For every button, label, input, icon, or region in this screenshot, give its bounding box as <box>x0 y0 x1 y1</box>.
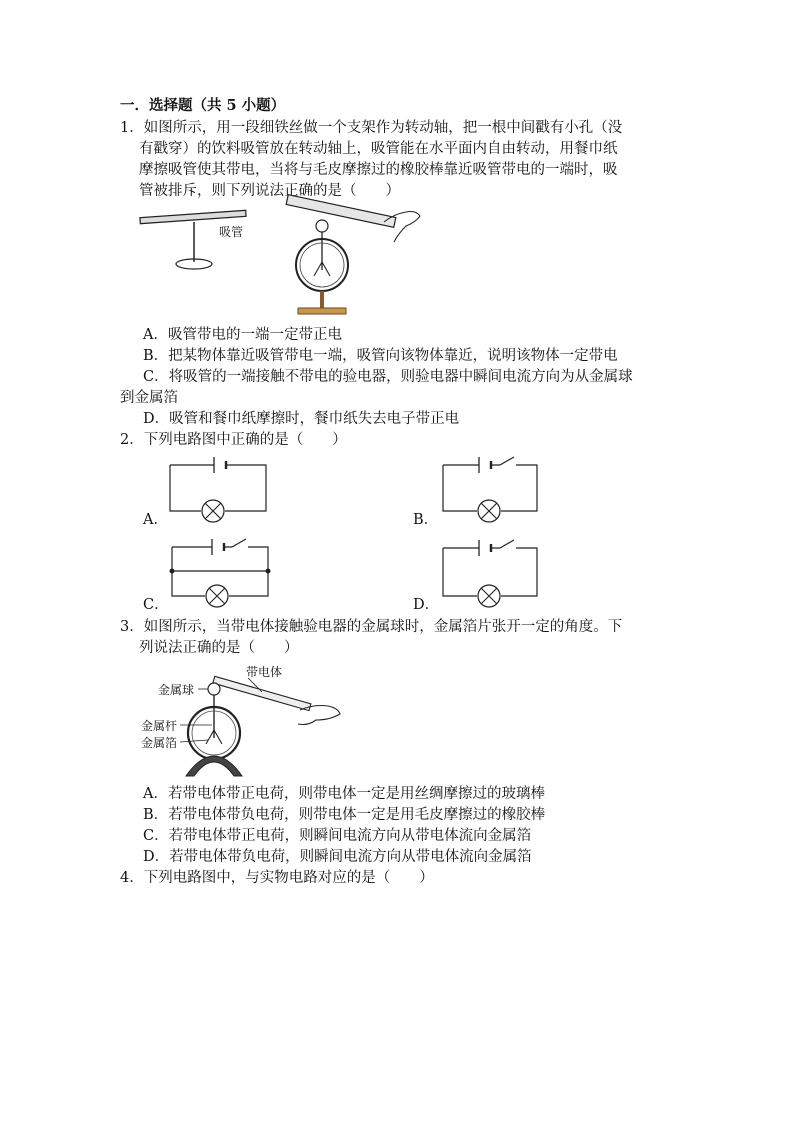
q3-option-a: A．若带电体带正电荷，则带电体一定是用丝绸摩擦过的玻璃棒 <box>143 786 545 802</box>
q3-label-rod: 金属杆 <box>141 719 178 733</box>
q3-option-b: B．若带电体带负电荷，则带电体一定是用毛皮摩擦过的橡胶棒 <box>143 807 546 823</box>
q4-stem: 4．下列电路图中，与实物电路对应的是（ ） <box>120 870 434 886</box>
q1-option-a: A．吸管带电的一端一定带正电 <box>143 327 342 343</box>
q1-stem-line-1: 1．如图所示，用一段细铁丝做一个支架作为转动轴，把一根中间戳有小孔（没 <box>120 120 623 136</box>
q1-option-b: B．把某物体靠近吸管带电一端，吸管向该物体靠近，说明该物体一定带电 <box>143 348 618 364</box>
section-title: 一．选择题（共 5 小题） <box>120 97 286 114</box>
q3-label-foil: 金属箔 <box>141 736 178 750</box>
q3-label-charged: 带电体 <box>246 665 283 679</box>
q3-stem-line-2: 列说法正确的是（ ） <box>139 640 299 656</box>
q3-option-d: D．若带电体带负电荷，则瞬间电流方向从带电体流向金属箔 <box>143 849 532 865</box>
q2-label-d: D． <box>413 597 440 613</box>
q1-stem-line-4: 管被排斥，则下列说法正确的是（ ） <box>139 183 400 199</box>
q2-label-c: C． <box>143 597 169 613</box>
q3-option-c: C．若带电体带正电荷，则瞬间电流方向从带电体流向金属箔 <box>143 828 532 844</box>
q1-stem-line-2: 有戳穿）的饮料吸管放在转动轴上，吸管能在水平面内自由转动，用餐巾纸 <box>139 141 618 157</box>
q1-straw-label: 吸管 <box>219 225 244 239</box>
q3-label-ball: 金属球 <box>158 683 195 697</box>
q3-stem-line-1: 3．如图所示，当带电体接触验电器的金属球时，金属箔片张开一定的角度。下 <box>120 619 623 635</box>
q2-stem: 2．下列电路图中正确的是（ ） <box>120 432 347 448</box>
q2-label-b: B． <box>413 512 439 528</box>
q1-option-c-cont: 到金属箔 <box>120 390 178 406</box>
q1-option-c: C．将吸管的一端接触不带电的验电器，则验电器中瞬间电流方向为从金属球 <box>143 369 633 385</box>
q1-stem-line-3: 摩擦吸管使其带电，当将与毛皮摩擦过的橡胶棒靠近吸管带电的一端时，吸 <box>139 162 618 178</box>
q2-label-a: A． <box>143 512 168 528</box>
q1-option-d: D．吸管和餐巾纸摩擦时，餐巾纸失去电子带正电 <box>143 411 460 427</box>
